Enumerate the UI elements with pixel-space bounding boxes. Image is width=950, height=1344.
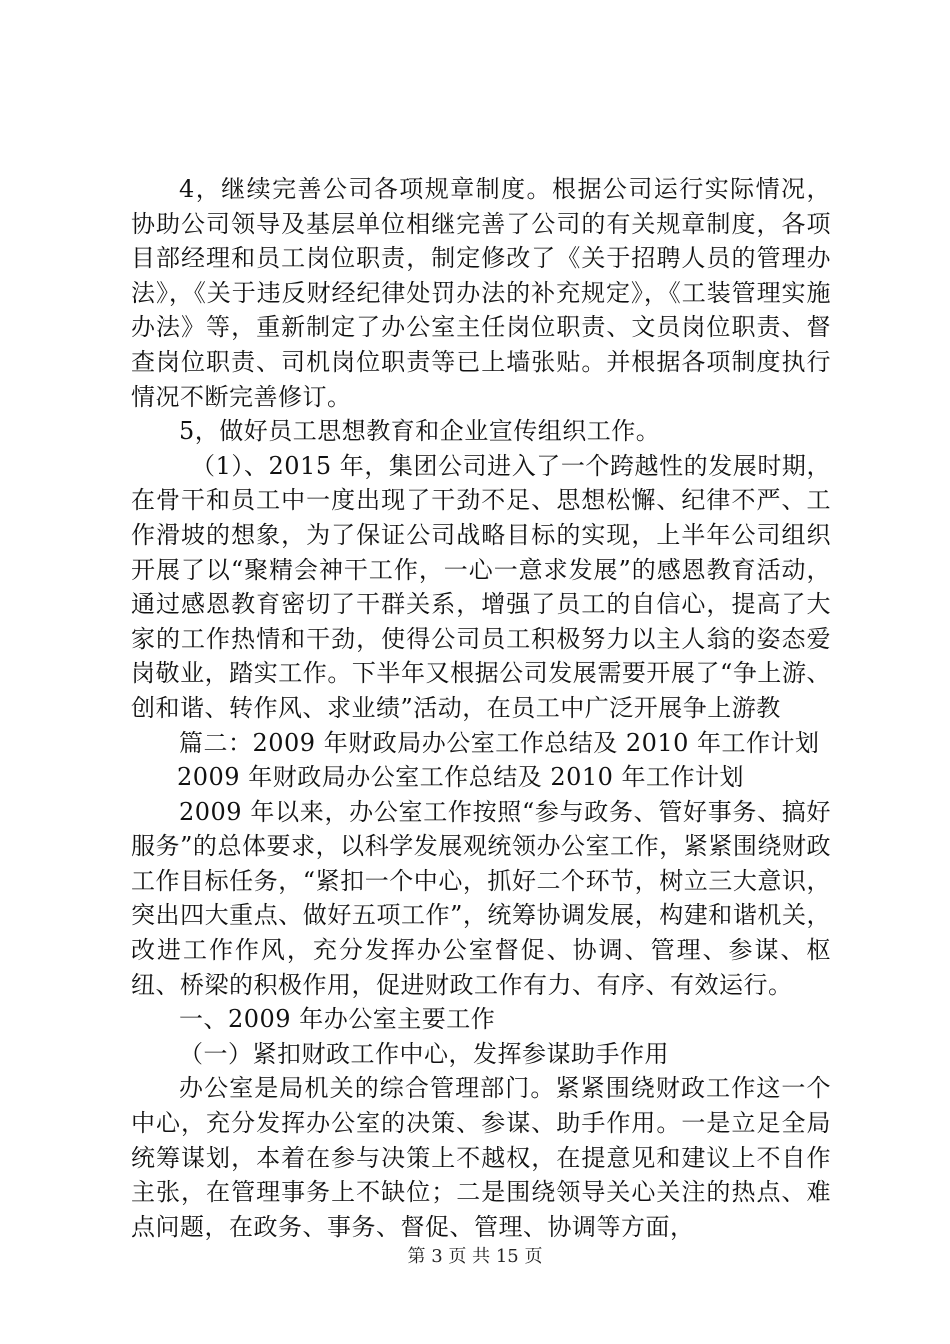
paragraph-2009-overview: 2009 年以来，办公室工作按照“参与政务、管好事务、搞好服务”的总体要求，以科学发展观统领办公室工作，紧紧围绕财政工作目标任务，“紧扣一个中心，抓好二个环节，树立三大意识，突出四大重点、做好五项工作”，统筹协调发展，构建和谐机关，改进工作作风，充分发挥办公室督促、协调、管理、参谋、枢纽、桥梁的积极作用，促进财政工作有力、有序、有效运行。 [131,797,831,999]
paragraph-rules-system: 4，继续完善公司各项规章制度。根据公司运行实际情况，协助公司领导及基层单位相继完善了公司的有关规章制度，各项目部经理和员工岗位职责，制定修改了《关于招聘人员的管理办法》，《关于违反财经纪律处罚办法的补充规定》，《工装管理实施办法》等，重新制定了办公室主任岗位职责、文员岗位职责、督查岗位职责、司机岗位职责等已上墙张贴。并根据各项制度执行情况不断完善修订。 [131,175,831,411]
page-number-footer: 第 3 页 共 15 页 [407,1246,543,1267]
document-body [131,172,831,1244]
paragraph-2015-activities: （1）、2015 年，集团公司进入了一个跨越性的发展时期，在骨干和员工中一度出现了干劲不足、思想松懈、纪律不严、工作滑坡的想象，为了保证公司战略目标的实现，上半年公司组织开展了以“聚精会神干工作，一心一意求发展”的感恩教育活动，通过感恩教育密切了干群关系，增强了员工的自信心，提高了大家的工作热情和干劲，使得公司员工积极努力以主人翁的姿态爱岗敬业，踏实工作。下半年又根据公司发展需要开展了“争上游、创和谐、转作风、求业绩”活动，在员工中广泛开展争上游教 [131,451,831,722]
paragraph-education-heading: 5，做好员工思想教育和企业宣传组织工作。 [179,417,661,446]
heading-main-work: 一、2009 年办公室主要工作 [179,1005,496,1034]
subheading-finance-center: （一）紧扣财政工作中心，发挥参谋助手作用 [179,1039,669,1068]
section-title-part-two: 篇二：2009 年财政局办公室工作总结及 2010 年工作计划 [179,728,820,757]
paragraph-office-role: 办公室是局机关的综合管理部门。紧紧围绕财政工作这一个中心，充分发挥办公室的决策、参谋、助手作用。一是立足全局统筹谋划，本着在参与决策上不越权，在提意见和建议上不自作主张，在管理事务上不缺位；二是围绕领导关心关注的热点、难点问题，在政务、事务、督促、管理、协调等方面， [131,1074,831,1241]
document-title: 2009 年财政局办公室工作总结及 2010 年工作计划 [177,763,745,792]
